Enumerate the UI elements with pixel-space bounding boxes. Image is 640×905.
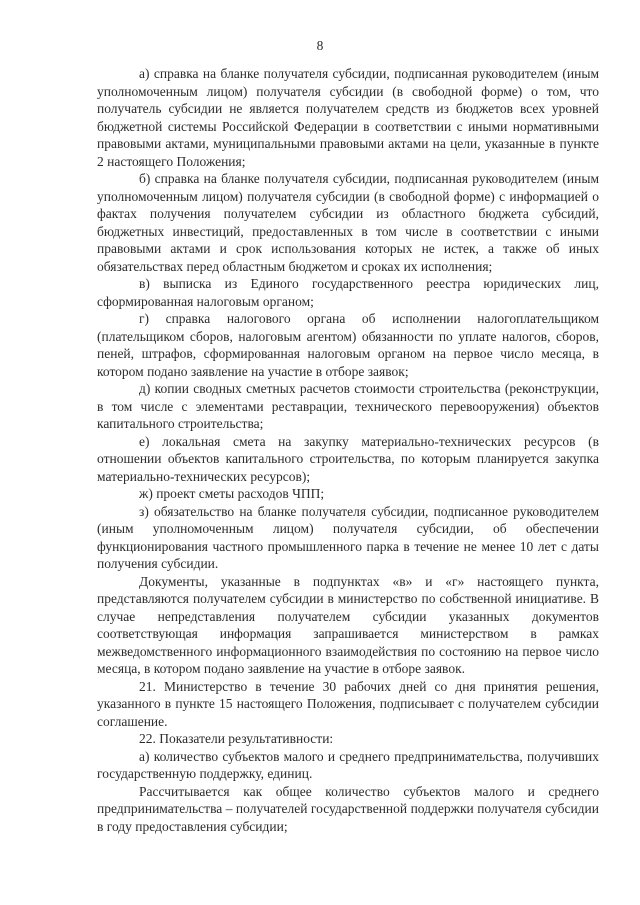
paragraph-z-obligation: з) обязательство на бланке получателя субсидии, подписанное руководителем (иным уполномоченным лицом) получателя субсидии, об обеспечении функционирования частного промышленного парка в течение не менее 10 лет с даты получения субсидии. xyxy=(97,503,599,571)
paragraph-e-local-estimate: е) локальная смета на закупку материально-технических ресурсов (в отношении объектов капитального строительства, по которым планируется закупка материально-технических ресурсов); xyxy=(97,433,599,484)
document-body xyxy=(97,65,599,835)
page-number: 8 xyxy=(316,38,324,53)
paragraph-documents-initiative: Документы, указанные в подпунктах «в» и «г» настоящего пункта, представляются получателем субсидии в министерство по собственной инициативе. В случае непредставления получателем субсидии указанных документов соответствующая информация запрашивается министерством в рамках межведомственного информационного взаимодействия по состоянию на первое число месяца, в котором подано заявление на участие в отборе заявок. xyxy=(97,573,599,676)
paragraph-22-indicators-heading: 22. Показатели результативности: xyxy=(139,731,334,746)
paragraph-zh-expense-draft: ж) проект сметы расходов ЧПП; xyxy=(139,486,325,501)
paragraph-calculation: Рассчитывается как общее количество субъектов малого и среднего предпринимательства – получателей государственной поддержки получателя субсидии в году предоставления субсидии; xyxy=(97,783,599,834)
paragraph-21-agreement: 21. Министерство в течение 30 рабочих дней со дня принятия решения, указанного в пункте 15 настоящего Положения, подписывает с получателем субсидии соглашение. xyxy=(97,678,599,729)
paragraph-a-sme-count: а) количество субъектов малого и среднего предпринимательства, получивших государственную поддержку, единиц. xyxy=(97,748,599,781)
paragraph-g-tax-certificate: г) справка налогового органа об исполнении налогоплательщиком (плательщиком сборов, налоговым агентом) обязанности по уплате налогов, сборов, пеней, штрафов, сформированная налоговым органом на первое число месяца, в котором подано заявление на участие в отборе заявок; xyxy=(97,311,599,379)
paragraph-v-registry-extract: в) выписка из Единого государственного реестра юридических лиц, сформированная налоговым органом; xyxy=(97,276,599,309)
paragraph-d-estimate-copies: д) копии сводных сметных расчетов стоимости строительства (реконструкции, в том числе с элементами реставрации, технического перевооружения) объектов капитального строительства; xyxy=(97,381,599,431)
paragraph-b-certificate-budget-subsidies: б) справка на бланке получателя субсидии, подписанная руководителем (иным уполномоченным лицом) получателя субсидии (в свободной форме) с информацией о фактах получения получателем субсидии из областного бюджета субсидий, бюджетных инвестиций, предоставленных в том числе в соответствии с иными правовыми актами и срок использования которых не истек, а также об иных обязательствах перед областным бюджетом и сроках их исполнения; xyxy=(97,171,599,274)
paragraph-a-certificate-no-budget-funds: а) справка на бланке получателя субсидии, подписанная руководителем (иным уполномоченным лицом) получателя субсидии (в свободной форме) о том, что получатель субсидии не является получателем средств из бюджетов всех уровней бюджетной системы Российской Федерации в соответствии с иными нормативными правовыми актами, муниципальными правовыми актами на цели, указанные в пункте 2 настоящего Положения; xyxy=(97,66,599,169)
